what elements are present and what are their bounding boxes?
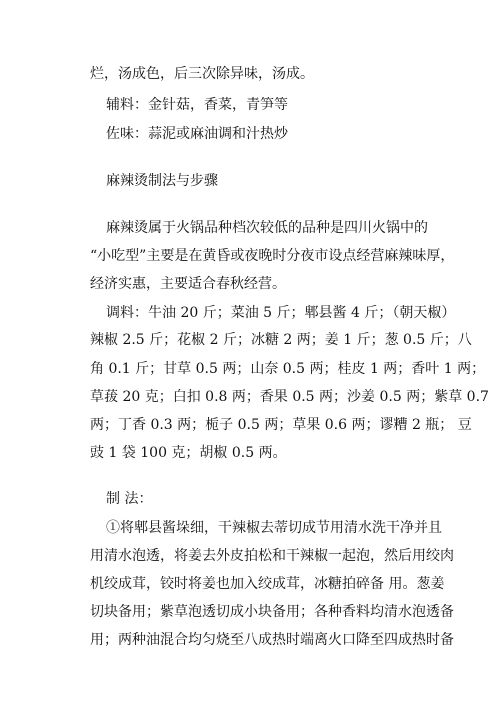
text-line: 经济实惠，主要适合春秋经营。 (90, 276, 286, 292)
text-line: 麻辣烫属于火锅品种档次较低的品种是四川火锅中的 (106, 220, 428, 236)
text-line: ①将郫县酱垛细，干辣椒去蒂切成节用清水洗干净并且 (106, 520, 442, 536)
text-line: 豉 1 袋 100 克；胡椒 0.5 两。 (90, 445, 287, 461)
text-line: 调料：牛油 20 斤；菜油 5 斤；郫县酱 4 斤；（朝天椒） (106, 305, 456, 321)
text-line: 用；两种油混合均匀烧至八成热时端离火口降至四成热时备 (90, 632, 454, 648)
text-line: 两；丁香 0.3 两；栀子 0.5 两；草果 0.6 两；谬糟 2 瓶； 豆 (90, 417, 472, 433)
text-line: 辣椒 2.5 斤；花椒 2 斤；冰糖 2 两；姜 1 斤；葱 0.5 斤；八 (90, 332, 472, 348)
text-line: “小吃型”主要是在黄昏或夜晚时分夜市设点经营麻辣味厚， (90, 248, 455, 264)
text-line: 辅料：金针菇，香菜，青笋等 (106, 97, 288, 113)
text-line: 草菝 20 克；白扣 0.8 两；香果 0.5 两；沙姜 0.5 两；紫草 0.7 (90, 389, 489, 405)
text-line: 佐味：蒜泥或麻油调和汁热炒 (106, 126, 288, 142)
text-line: 切块备用；紫草泡透切成小块备用；各种香料均清水泡透备 (90, 604, 454, 620)
section-heading: 制 法： (106, 491, 153, 507)
text-line: 烂，汤成色，后三次除异味，汤成。 (90, 66, 314, 82)
text-line: 机绞成茸，铰时将姜也加入绞成茸，冰糖拍碎备 用。葱姜 (90, 576, 445, 592)
text-line: 用清水泡透，将姜去外皮拍松和干辣椒一起泡，然后用绞肉 (90, 548, 454, 564)
text-line: 角 0.1 斤；甘草 0.5 两；山奈 0.5 两；桂皮 1 两；香叶 1 两； (90, 361, 486, 377)
section-heading: 麻辣烫制法与步骤 (106, 173, 218, 189)
